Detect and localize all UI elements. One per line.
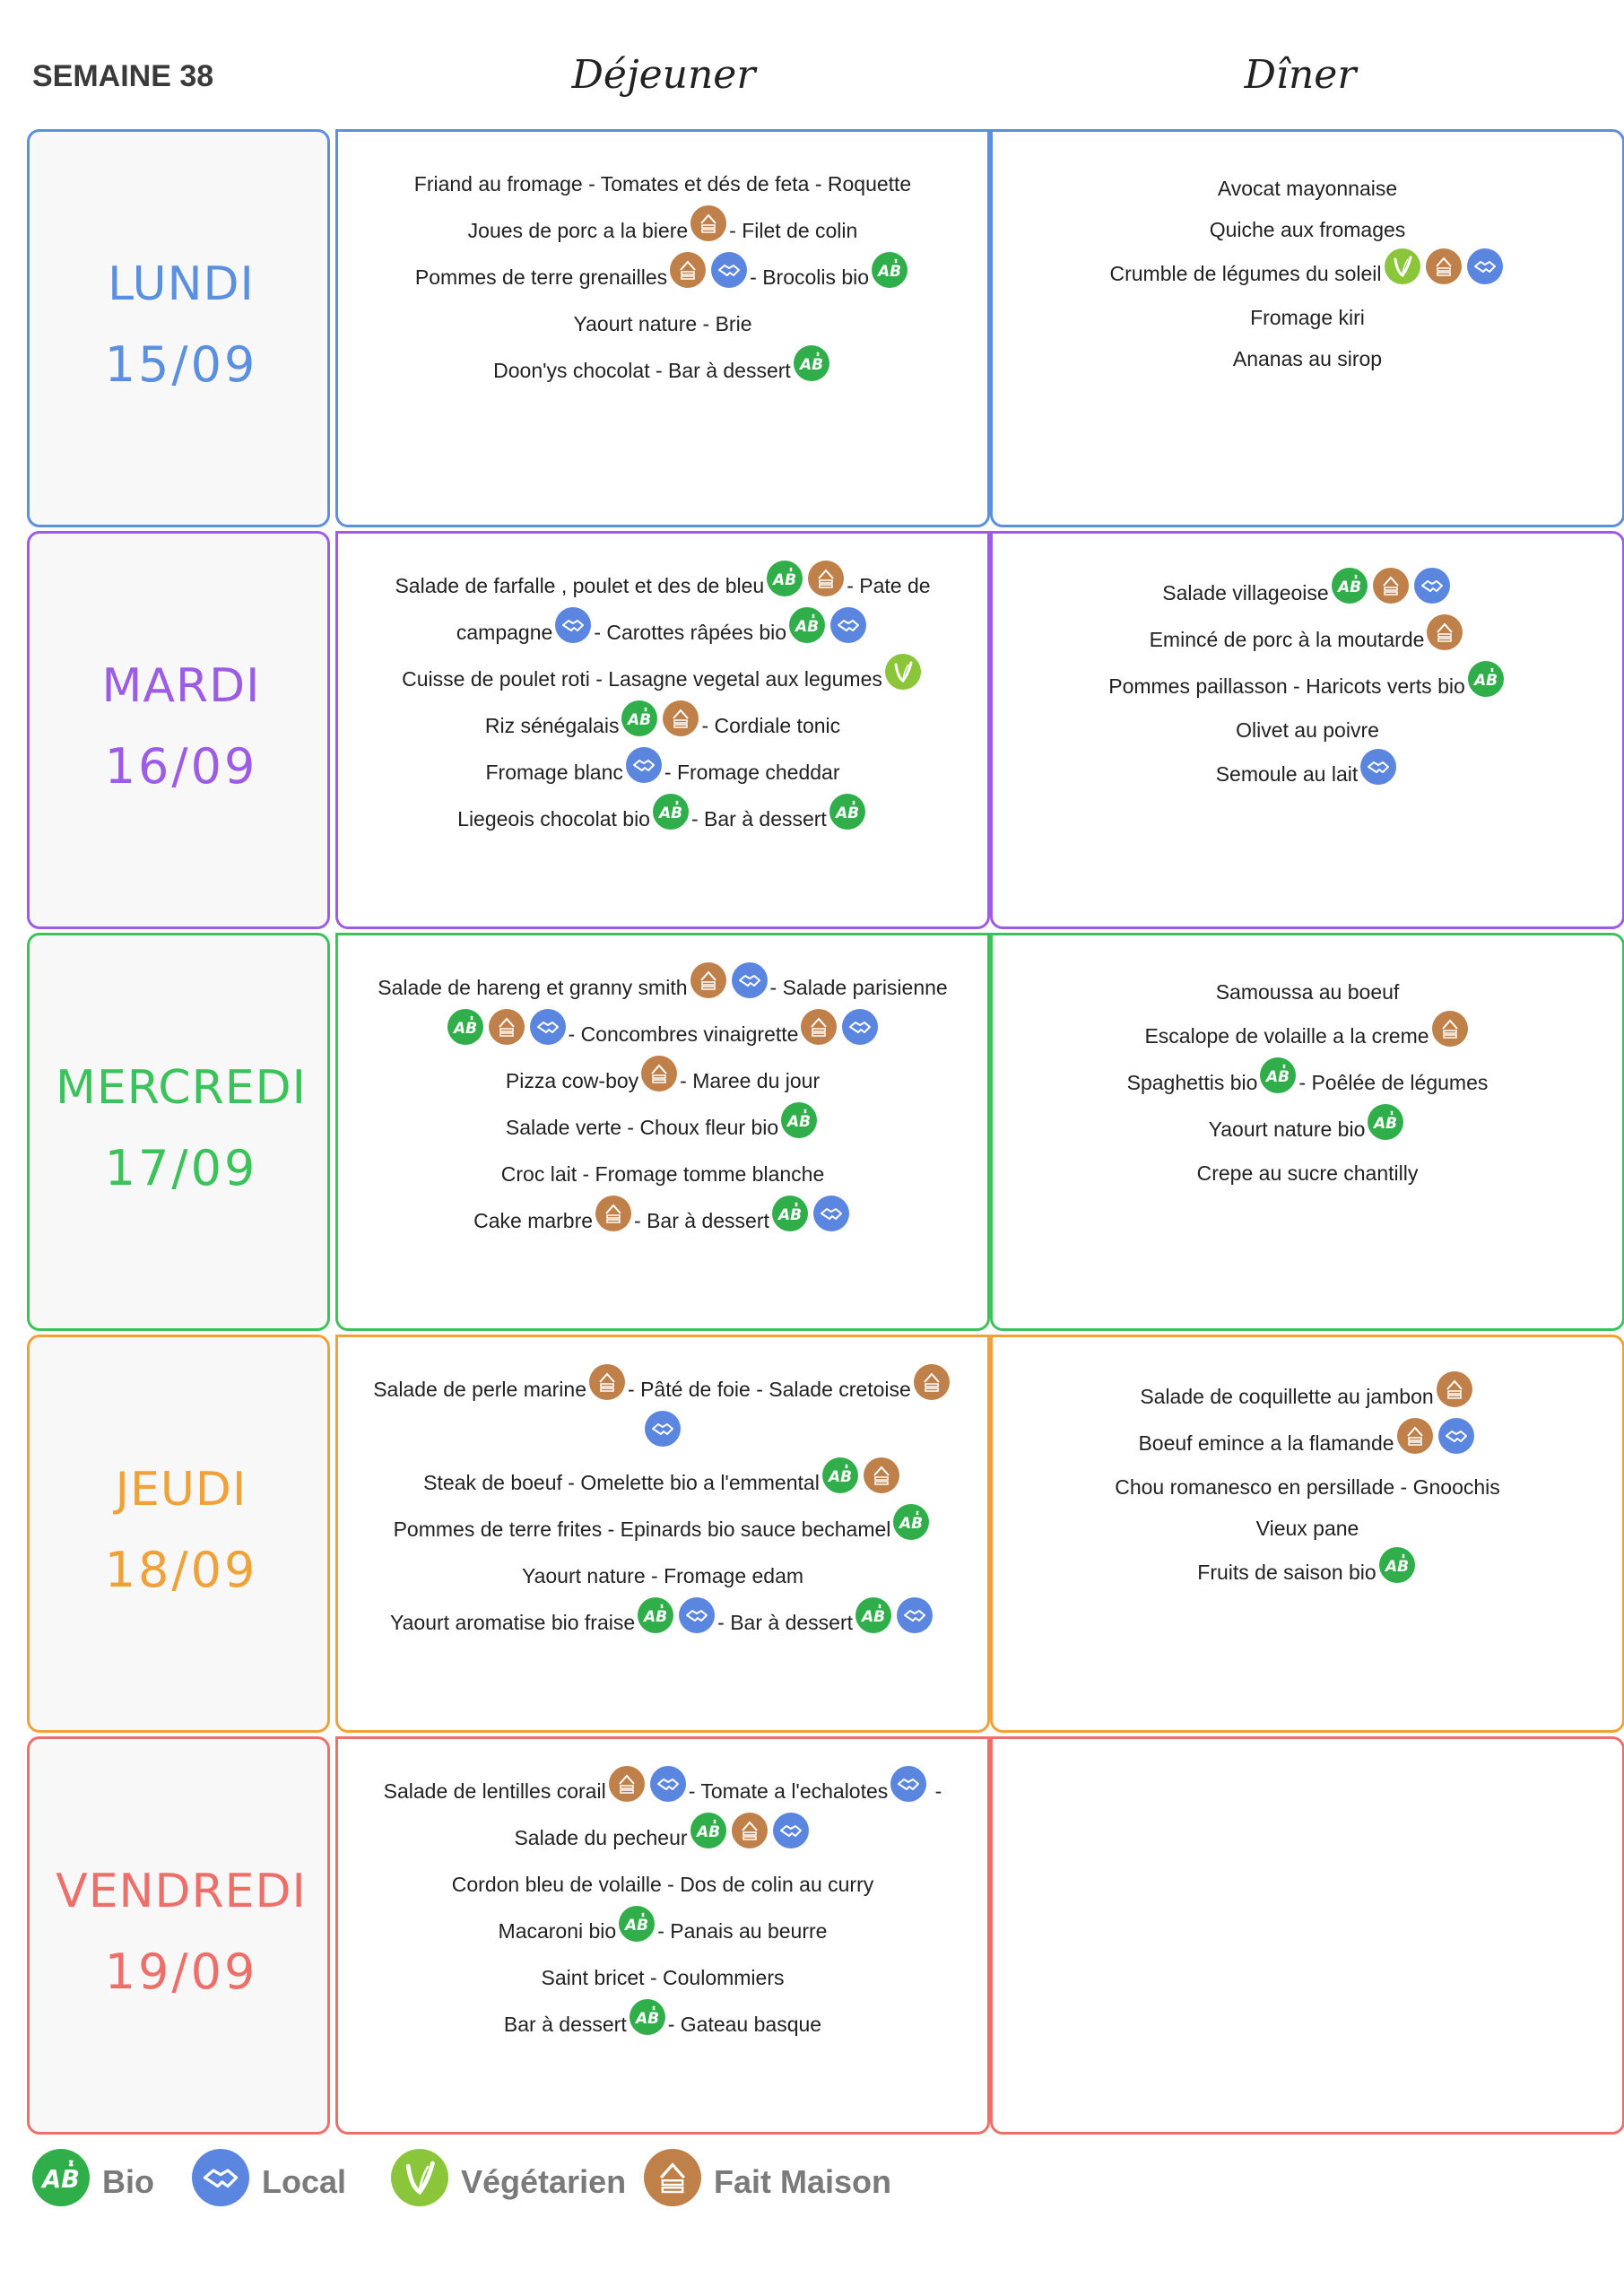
local-icon [530, 1009, 566, 1045]
bio-icon [690, 1813, 726, 1848]
fait-maison-icon [801, 1009, 837, 1045]
svg-text:AB: AB [42, 2166, 80, 2195]
dinner-menu-cell [990, 129, 1624, 527]
day-label-box [27, 531, 330, 929]
local-icon [679, 1597, 715, 1633]
dish-text: Fromage kiri [1250, 306, 1365, 329]
local-icon [890, 1766, 926, 1802]
dish-text: Friand au fromage - Tomates et dés de feta - Roquette [413, 172, 912, 196]
week-label: SEMAINE 38 [32, 59, 214, 93]
dish-text: Croc lait - Fromage tomme blanche [500, 1162, 825, 1186]
day-name: MARDI [101, 659, 261, 713]
dish-text: Liegeois chocolat bio [457, 807, 650, 831]
bio-icon [872, 252, 908, 288]
legend-item-veg [391, 2149, 627, 2206]
local-icon [1467, 248, 1503, 284]
day-date: 15/09 [104, 336, 258, 393]
svg-text:AB: AB [658, 804, 683, 822]
vegetarian-icon [391, 2149, 448, 2206]
legend-item-local [192, 2149, 347, 2206]
dish-text: - Bar à dessert [690, 807, 827, 831]
dish-text: Yaourt aromatise bio fraise [390, 1611, 636, 1634]
dish-text: Avocat mayonnaise [1217, 177, 1398, 200]
bio-icon [767, 561, 803, 596]
menu-item [338, 1552, 987, 1599]
day-row-lundi [27, 129, 1601, 531]
dish-text: - Panais au beurre [657, 1919, 828, 1943]
dish-text: Crepe au sucre chantilly [1196, 1161, 1419, 1185]
local-icon [626, 747, 662, 783]
svg-text:AB: AB [1266, 1067, 1290, 1086]
bio-icon [1468, 661, 1504, 697]
menu-item [338, 2001, 987, 2048]
dish-text: Steak de boeuf - Omelette bio a l'emmental [423, 1471, 820, 1494]
bio-icon [822, 1457, 858, 1493]
dish-text: - Tomate a l'echalotes [688, 1779, 889, 1803]
dish-text: - Maree du jour [680, 1069, 821, 1092]
fait-maison-icon [663, 700, 699, 736]
menu-item [338, 749, 987, 796]
dish-text: Riz sénégalais [484, 714, 620, 737]
dish-text: - Pâté de foie - Salade cretoise [628, 1378, 911, 1401]
local-icon [650, 1766, 686, 1802]
menu-item [338, 300, 987, 347]
menu-item [338, 1908, 987, 1954]
bio-icon [772, 1196, 808, 1231]
dish-text: - Concombres vinaigrette [568, 1022, 799, 1046]
dish-text: Cake marbre [473, 1209, 594, 1232]
legend-item-bio [32, 2149, 154, 2206]
svg-text:AB: AB [799, 355, 823, 374]
menu-item [993, 1059, 1622, 1106]
dish-text: Yaourt nature bio [1208, 1118, 1366, 1141]
svg-text:AB: AB [777, 1205, 802, 1224]
svg-text:AB: AB [453, 1019, 477, 1038]
legend-item-maison [644, 2149, 892, 2206]
day-name: VENDREDI [56, 1865, 307, 1918]
fait-maison-icon [1427, 614, 1463, 650]
menu-item [993, 616, 1622, 663]
dish-text: Crumble de légumes du soleil [1109, 262, 1382, 285]
svg-text:AB: AB [861, 1607, 886, 1626]
dish-text: Yaourt nature - Fromage edam [521, 1564, 804, 1587]
menu-item [338, 964, 987, 1011]
fait-maison-icon [641, 1056, 677, 1091]
menu-item [993, 250, 1622, 297]
dinner-menu-cell [990, 531, 1624, 929]
dinner-column-title: Dîner [1244, 52, 1357, 98]
dish-text: campagne [456, 621, 553, 644]
day-row-mardi [27, 531, 1601, 933]
fait-maison-icon [732, 1813, 768, 1848]
local-icon [192, 2149, 249, 2206]
day-row-jeudi [27, 1335, 1601, 1736]
local-icon [842, 1009, 878, 1045]
lunch-menu-cell [335, 531, 990, 929]
dish-text: Doon'ys chocolat - Bar à dessert [493, 359, 791, 382]
svg-text:AB: AB [1473, 671, 1498, 690]
menu-item [338, 1954, 987, 2001]
dish-text: Cuisse de poulet roti - Lasagne vegetal aux legumes [402, 667, 882, 691]
day-date: 18/09 [104, 1542, 258, 1598]
dish-text: Samoussa au boeuf [1215, 980, 1400, 1004]
menu-item [993, 1420, 1622, 1466]
svg-text:AB: AB [773, 570, 797, 589]
bio-icon [789, 607, 825, 643]
fait-maison-icon [644, 2149, 701, 2206]
lunch-menu-cell [335, 1736, 990, 2135]
menu-item [338, 1768, 987, 1814]
fait-maison-icon [1397, 1418, 1433, 1454]
dish-text: Spaghettis bio [1126, 1071, 1258, 1094]
dish-text: - Poêlée de légumes [1298, 1071, 1489, 1094]
menu-item [338, 1151, 987, 1197]
dish-text: Salade du pecheur [514, 1826, 688, 1849]
svg-text:AB: AB [787, 1112, 812, 1131]
fait-maison-icon [1426, 248, 1462, 284]
fait-maison-icon [1373, 568, 1409, 604]
local-icon [711, 252, 747, 288]
menu-item [993, 1106, 1622, 1152]
fait-maison-icon [609, 1766, 645, 1802]
bio-icon [653, 794, 689, 830]
dinner-menu-cell [990, 933, 1624, 1331]
bio-icon [1332, 568, 1368, 604]
dish-text: Pommes de terre grenailles [414, 265, 668, 289]
legend-label: Végétarien [461, 2163, 627, 2200]
fait-maison-icon [690, 205, 726, 241]
dish-text: Salade de farfalle , poulet et des de bleu [395, 574, 765, 597]
menu-item [338, 1459, 987, 1506]
day-label-box [27, 1736, 330, 2135]
local-icon [1360, 749, 1396, 785]
fait-maison-icon [914, 1364, 950, 1400]
dish-text: Salade de hareng et granny smith [378, 976, 688, 999]
dinner-menu-cell [990, 1736, 1624, 2135]
fait-maison-icon [1437, 1371, 1472, 1407]
dish-text: Macaroni bio [498, 1919, 617, 1943]
legend-label: Bio [102, 2163, 154, 2200]
bio-icon [619, 1906, 655, 1942]
dish-text: Quiche aux fromages [1209, 218, 1406, 241]
bio-icon [638, 1597, 673, 1633]
menu-item [338, 254, 987, 300]
dish-text: - Salade parisienne [769, 976, 948, 999]
fait-maison-icon [690, 962, 726, 998]
dish-text: Salade villageoise [1162, 581, 1329, 604]
day-name: MERCREDI [56, 1061, 307, 1115]
dish-text: Joues de porc a la biere [467, 219, 689, 242]
local-icon [1438, 1418, 1474, 1454]
fait-maison-icon [489, 1009, 525, 1045]
menu-item [338, 1366, 987, 1413]
dish-text: Boeuf emince a la flamande [1138, 1431, 1394, 1455]
menu-item [338, 207, 987, 254]
legend-label: Local [262, 2163, 347, 2200]
fait-maison-icon [864, 1457, 899, 1493]
dish-text: Fromage blanc [485, 761, 623, 784]
local-icon [897, 1597, 933, 1633]
local-icon [1414, 568, 1450, 604]
dish-text: Escalope de volaille a la creme [1144, 1024, 1429, 1048]
bio-icon [1368, 1104, 1403, 1140]
dish-text: Chou romanesco en persillade - Gnoochis [1115, 1475, 1500, 1499]
vegetarian-icon [1385, 248, 1420, 284]
bio-icon [1260, 1057, 1296, 1093]
day-label-box [27, 933, 330, 1331]
vegetarian-icon [885, 654, 921, 690]
bio-icon [781, 1102, 817, 1138]
dish-text: Emincé de porc à la moutarde [1149, 628, 1425, 651]
menu-item [993, 709, 1622, 751]
menu-item [338, 796, 987, 842]
dish-text: Vieux pane [1255, 1517, 1359, 1540]
dish-text: Saint bricet - Coulommiers [541, 1966, 785, 1989]
svg-text:AB: AB [835, 804, 859, 822]
bio-icon [893, 1504, 929, 1540]
dish-text: - Carottes râpées bio [594, 621, 787, 644]
svg-text:AB: AB [1385, 1557, 1409, 1576]
local-icon [645, 1411, 681, 1447]
menu-item [993, 971, 1622, 1013]
fait-maison-icon [808, 561, 844, 596]
bio-icon [855, 1597, 891, 1633]
menu-item [993, 209, 1622, 250]
menu-item [993, 1508, 1622, 1549]
lunch-menu-cell [335, 1335, 990, 1733]
day-name: JEUDI [115, 1463, 248, 1517]
dish-text: Salade verte - Choux fleur bio [505, 1116, 779, 1139]
menu-item [993, 1549, 1622, 1596]
dish-text: Fruits de saison bio [1197, 1561, 1376, 1584]
menu-item [338, 702, 987, 749]
svg-text:AB: AB [828, 1467, 852, 1486]
lunch-menu-cell [335, 129, 990, 527]
bio-icon [447, 1009, 483, 1045]
lunch-column-title: Déjeuner [571, 52, 756, 98]
bio-icon [32, 2149, 90, 2206]
svg-text:AB: AB [899, 1514, 924, 1533]
day-date: 17/09 [104, 1140, 258, 1196]
menu-item [338, 1861, 987, 1908]
day-date: 16/09 [104, 738, 258, 795]
day-label-box [27, 129, 330, 527]
dish-text: Pommes paillasson - Haricots verts bio [1108, 674, 1465, 698]
dish-text: Cordon bleu de volaille - Dos de colin au curry [451, 1873, 874, 1896]
fait-maison-icon [1432, 1011, 1468, 1047]
local-icon [555, 607, 591, 643]
menu-item [338, 1506, 987, 1552]
svg-text:AB: AB [1337, 578, 1361, 596]
dish-text: - Cordiale tonic [701, 714, 841, 737]
dish-text: - [929, 1779, 942, 1803]
fait-maison-icon [589, 1364, 625, 1400]
dish-text: - Bar à dessert [717, 1611, 853, 1634]
menu-item [338, 161, 987, 207]
menu-item [993, 751, 1622, 797]
dish-text: Pizza cow-boy [505, 1069, 639, 1092]
dish-text: - Fromage cheddar [664, 761, 840, 784]
dish-text: Salade de coquillette au jambon [1140, 1385, 1434, 1408]
menu-item [993, 1013, 1622, 1059]
local-icon [732, 962, 768, 998]
bio-icon [794, 345, 829, 381]
local-icon [813, 1196, 849, 1231]
day-date: 19/09 [104, 1944, 258, 2000]
menu-item [338, 609, 987, 656]
dish-text: - Gateau basque [667, 2013, 822, 2036]
svg-text:AB: AB [644, 1607, 668, 1626]
svg-text:AB: AB [795, 617, 820, 636]
svg-text:AB: AB [625, 1916, 649, 1935]
menu-item [993, 1466, 1622, 1508]
menu-item [993, 338, 1622, 379]
menu-item [338, 1814, 987, 1861]
dish-text: Bar à dessert [503, 2013, 627, 2036]
svg-text:AB: AB [628, 710, 652, 729]
svg-text:AB: AB [1374, 1114, 1398, 1133]
svg-text:AB: AB [696, 1822, 720, 1841]
menu-item [338, 1011, 987, 1057]
dish-text: Salade de lentilles corail [383, 1779, 606, 1803]
bio-icon [630, 1999, 665, 2035]
svg-text:AB: AB [878, 262, 902, 281]
menu-item [338, 1599, 987, 1646]
fait-maison-icon [595, 1196, 631, 1231]
dish-text: - Filet de colin [729, 219, 858, 242]
menu-item [993, 1373, 1622, 1420]
menu-item [338, 1413, 987, 1459]
dish-text: Yaourt nature - Brie [573, 312, 752, 335]
menu-item [993, 570, 1622, 616]
dish-text: Olivet au poivre [1236, 718, 1379, 742]
dish-text: Ananas au sirop [1232, 347, 1383, 370]
local-icon [773, 1813, 809, 1848]
menu-item [338, 1104, 987, 1151]
dish-text: Pommes de terre frites - Epinards bio sauce bechamel [393, 1518, 891, 1541]
menu-item [993, 663, 1622, 709]
dinner-menu-cell [990, 1335, 1624, 1733]
day-row-vendredi [27, 1736, 1601, 2138]
menu-item [993, 1152, 1622, 1194]
bio-icon [621, 700, 657, 736]
menu-item [338, 1057, 987, 1104]
day-row-mercredi [27, 933, 1601, 1335]
bio-icon [1379, 1547, 1415, 1583]
dish-text: Salade de perle marine [373, 1378, 587, 1401]
svg-text:AB: AB [635, 2009, 659, 2028]
day-name: LUNDI [108, 257, 255, 311]
menu-item [338, 656, 987, 702]
menu-item [338, 1197, 987, 1244]
dish-text: - Bar à dessert [634, 1209, 769, 1232]
menu-item [993, 297, 1622, 338]
fait-maison-icon [670, 252, 706, 288]
dish-text: - Pate de [847, 574, 931, 597]
day-label-box [27, 1335, 330, 1733]
dish-text: - Brocolis bio [750, 265, 870, 289]
lunch-menu-cell [335, 933, 990, 1331]
menu-item [993, 168, 1622, 209]
local-icon [830, 607, 866, 643]
dish-text: Semoule au lait [1215, 762, 1359, 786]
legend-label: Fait Maison [714, 2163, 892, 2200]
menu-item [338, 347, 987, 394]
menu-item [338, 562, 987, 609]
bio-icon [829, 794, 865, 830]
